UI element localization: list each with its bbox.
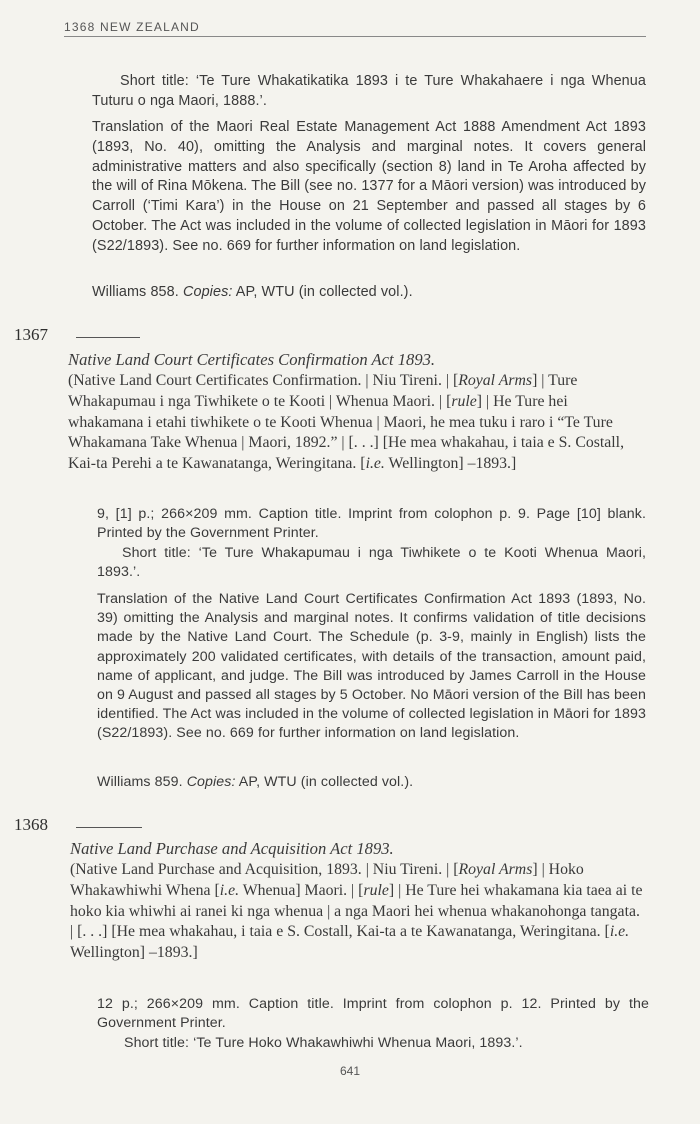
intro-short-title: Short title: ‘Te Ture Whakatikatika 1893 i te Ture Whakahaere i nga Whenua Tuturu o nga Maori, 1888.’. (92, 73, 646, 109)
williams-reference: Williams 859. (97, 774, 183, 790)
collation: 12 p.; 266×209 mm. Caption title. Imprint from colophon p. 12. Printed by the Government Printer. (97, 996, 649, 1032)
short-title: Short title: ‘Te Ture Whakapumau i nga Tiwhikete o te Kooti Whenua Maori, 1893.’. (97, 545, 646, 581)
header-rule (64, 36, 646, 37)
entry-number: 1368 (14, 815, 48, 834)
short-title: Short title: ‘Te Ture Hoko Whakawhiwhi Whenua Maori, 1893.’. (124, 1035, 523, 1051)
entry-dash (76, 337, 140, 338)
williams-reference: Williams 858. (92, 284, 179, 300)
running-head: 1368 NEW ZEALAND (64, 20, 200, 34)
entry-dash (76, 827, 142, 828)
collation: 9, [1] p.; 266×209 mm. Caption title. Imprint from colophon p. 9. Page [10] blank. Printed by the Government Printer. (97, 506, 646, 542)
translation-note: Translation of the Native Land Court Certificates Confirmation Act 1893 (1893, No. 39) omitting the Analysis and marginal notes. It confirms validation of title decisions made by the Native Land Court. The Schedule (p. 3-9, mainly in English) lists the approximately 200 validated certificates, with details of the transaction, amount paid, name of applicant, and judge. The Bill was introduced by James Carroll in the House on 9 August and passed all stages by 5 October. No Māori version of the Bill has been identified. The Act was included in the volume of collected legislation in Māori for 1893 (S22/1893). See no. 669 for further information on land legislation. (97, 591, 646, 742)
title-transcription: (Native Land Purchase and Acquisition, 1893. | Niu Tireni. | [Royal Arms] | Hoko Whakawhiwhi Whena [i.e. Whenua] Maori. | [rule] | He Ture hei whakamana kia taea ai te hoko kia whiwhi ai ranei ki nga whenua | a nga Maori hei whenua whakanohonga tangata. | [. . .] [He mea whakahau, i taia e S. Costall, Kai-ta a te Kawanatanga, Weringitana. [i.e. Wellington] –1893.] (70, 861, 643, 962)
entry-number: 1367 (14, 325, 48, 344)
copies-label: Copies: (182, 284, 233, 300)
references (97, 773, 646, 792)
copies-value: AP, WTU (in collected vol.). (238, 774, 414, 790)
title-transcription: (Native Land Court Certificates Confirmation. | Niu Tireni. | [Royal Arms] | Ture Whakapumau i nga Tiwhikete o te Kooti | Whenua Maori. | [rule] | He Ture hei whakamana i etahi tiwhikete o te Kooti Whenua | Maori, he mea tuku i raro i “Te Ture Whakamana Take Whenua | Maori, 1892.” | [. . .] [He mea whakahau, i taia e S. Costall, Kai-ta Perehi a te Kawanatanga, Weringitana. [i.e. Wellington] –1893.] (68, 372, 625, 473)
entry-title: Native Land Court Certificates Confirmation Act 1893. (68, 350, 436, 369)
intro-translation-note: Translation of the Maori Real Estate Management Act 1888 Amendment Act 1893 (1893, No. 40), omitting the Analysis and marginal notes. It covers general administrative matters and also specifically (section 8) land in Te Aroha affected by the will of Rina Mōkena. The Bill (see no. 1377 for a Māori version) was introduced by Carroll (‘Timi Kara’) in the House on 21 September and passed all stages by 6 October. The Act was included in the volume of collected legislation in Māori for 1893 (S22/1893). See no. 669 for further information on land legislation. (92, 119, 646, 254)
intro-references (92, 283, 646, 303)
copies-value: AP, WTU (in collected vol.). (235, 284, 413, 300)
entry-title: Native Land Purchase and Acquisition Act 1893. (70, 839, 394, 858)
copies-label: Copies: (186, 774, 236, 790)
page-number: 641 (339, 1064, 361, 1078)
